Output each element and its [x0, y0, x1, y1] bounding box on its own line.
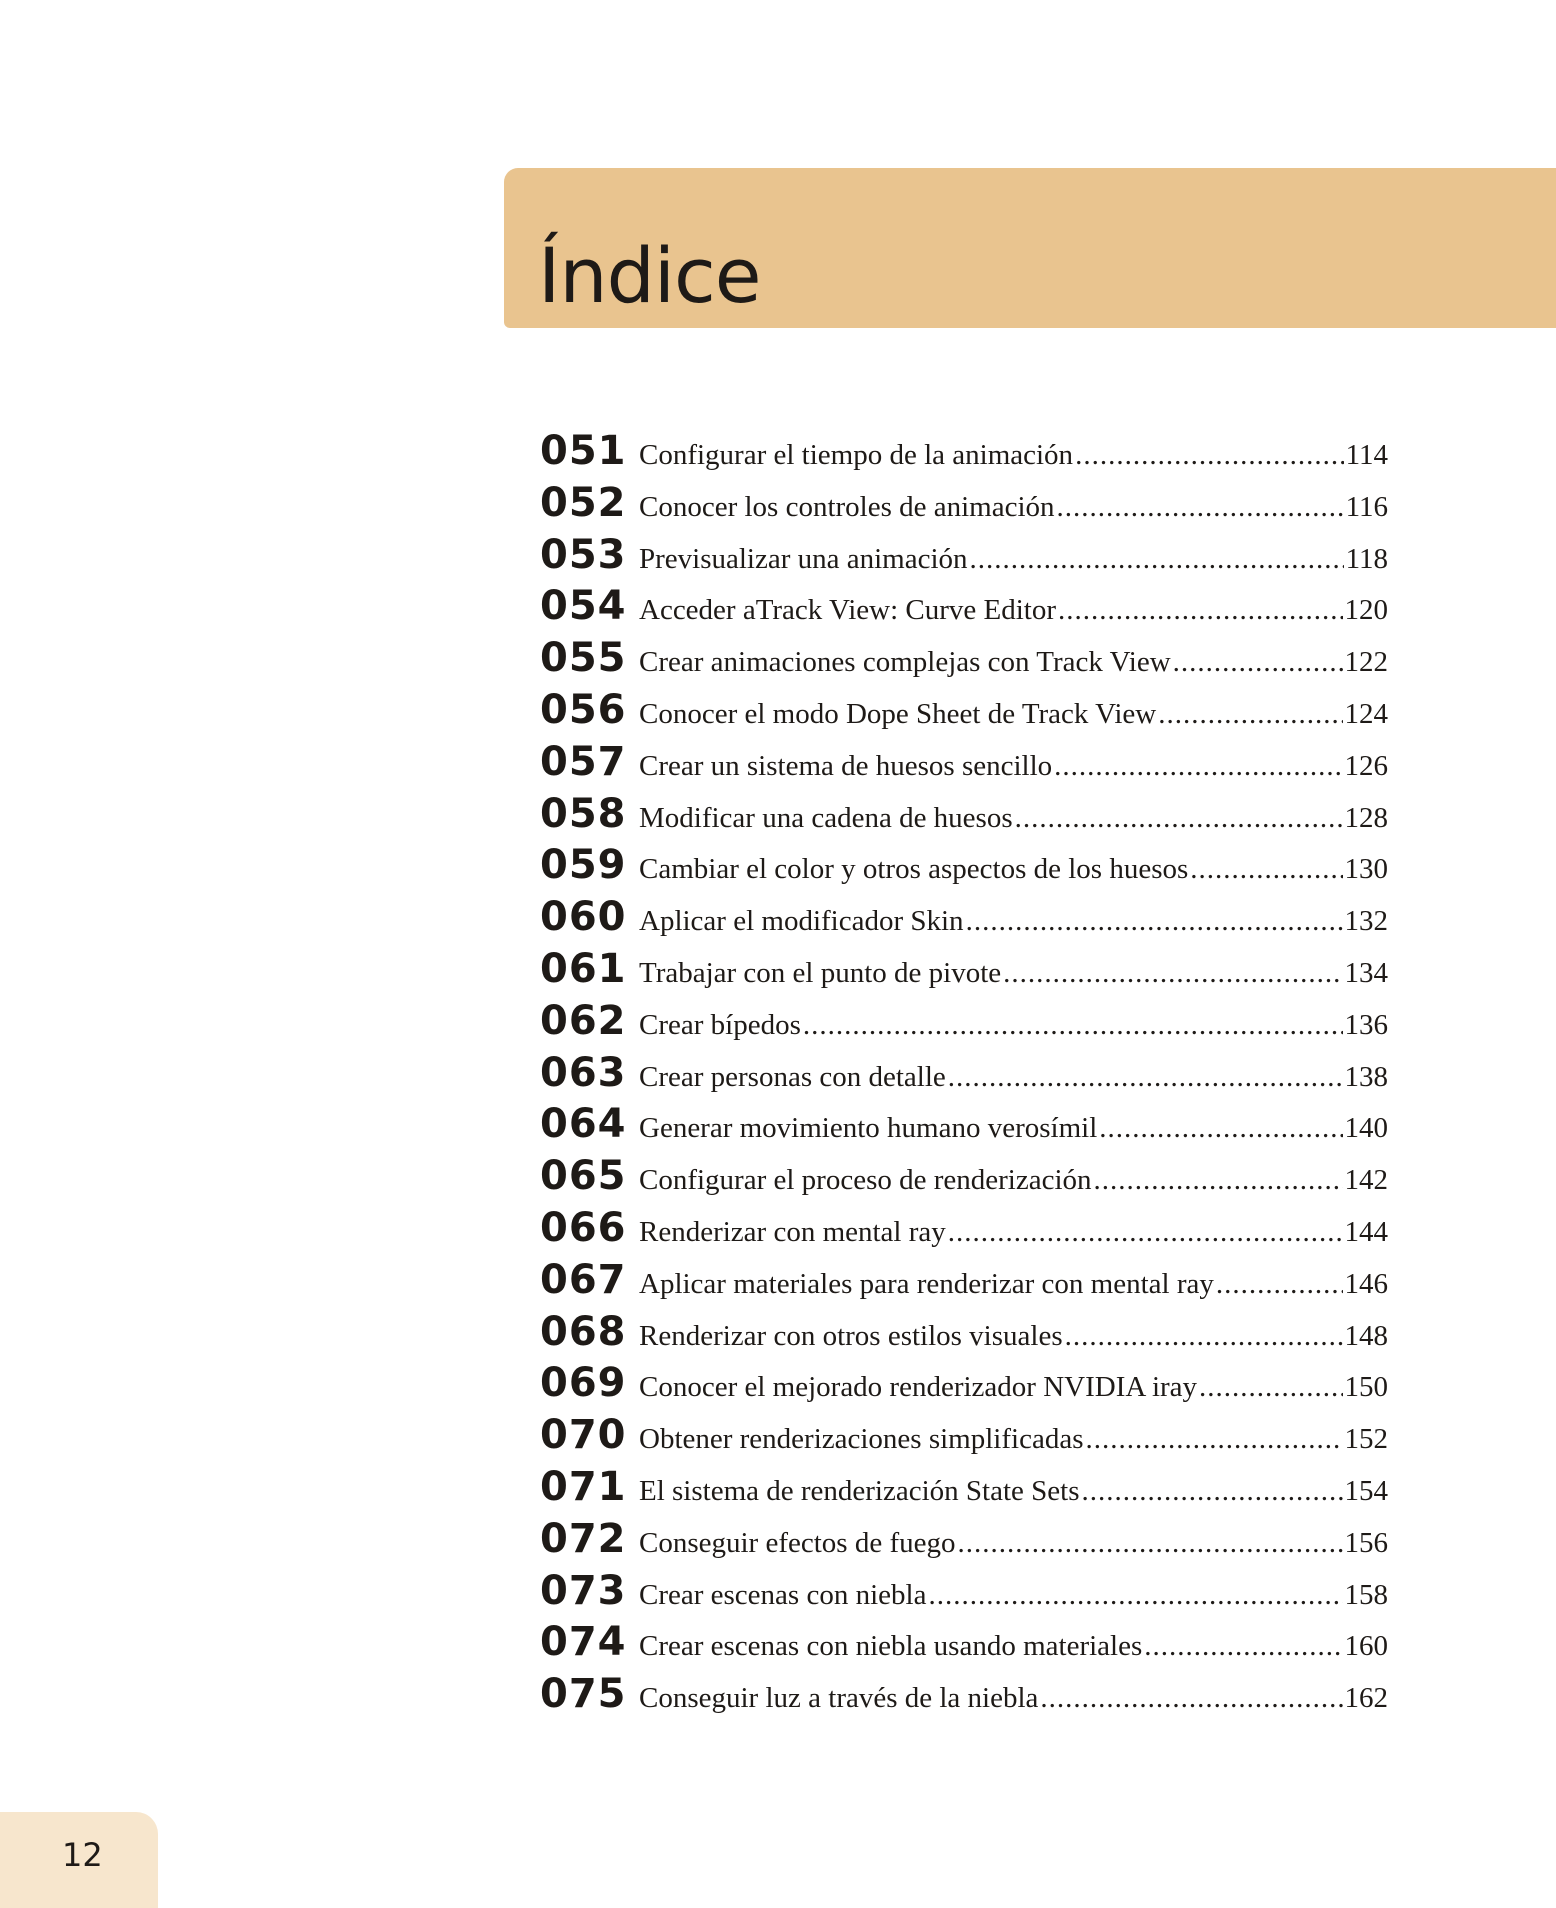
toc-entry-title: Configurar el proceso de renderización [639, 1164, 1092, 1197]
toc-entry-title: Aplicar el modificador Skin [639, 905, 964, 938]
toc-entry [540, 635, 1388, 687]
toc-entry-page: 148 [1344, 1319, 1388, 1352]
toc-entry-page: 156 [1344, 1526, 1388, 1559]
toc-entry [540, 1412, 1388, 1464]
toc-entry-number: 054 [540, 583, 627, 630]
toc-entry-number: 069 [540, 1360, 627, 1407]
page-number-tab [0, 1812, 158, 1908]
toc-entry [540, 480, 1388, 532]
toc-entry-number: 064 [540, 1101, 627, 1148]
toc-entry-number: 075 [540, 1671, 627, 1718]
toc-entry-title: Crear personas con detalle [639, 1060, 946, 1093]
toc-dot-leader [1216, 1268, 1343, 1301]
index-header-band [504, 168, 1556, 328]
toc-entry [540, 1516, 1388, 1568]
toc-entry-page: 120 [1344, 594, 1388, 627]
toc-entry-title: Renderizar con otros estilos visuales [639, 1319, 1063, 1352]
toc-dot-leader [970, 543, 1344, 576]
toc-entry-number: 058 [540, 790, 627, 837]
toc-entry-title: Conocer el modo Dope Sheet de Track View [639, 697, 1157, 730]
toc-entry-title: Conseguir efectos de fuego [639, 1526, 956, 1559]
toc-entry-page: 114 [1345, 439, 1388, 471]
toc-entry-page: 130 [1344, 853, 1388, 886]
toc-entry-number: 074 [540, 1619, 627, 1666]
toc-entry-title: Conocer el mejorado renderizador NVIDIA iray [639, 1371, 1198, 1404]
toc-dot-leader [948, 1061, 1343, 1094]
toc-entry [540, 1205, 1388, 1257]
toc-entry-page: 124 [1344, 697, 1388, 730]
toc-entry-title: Crear un sistema de huesos sencillo [639, 749, 1053, 782]
toc-dot-leader [948, 1216, 1343, 1249]
toc-entry-number: 070 [540, 1412, 627, 1459]
toc-entry-page: 158 [1344, 1578, 1388, 1611]
toc-dot-leader [1040, 1682, 1342, 1715]
toc-entry [540, 739, 1388, 791]
toc-entry-page: 162 [1344, 1682, 1388, 1715]
toc-entry-page: 126 [1344, 749, 1388, 782]
toc-entry-number: 071 [540, 1463, 627, 1510]
toc-entry-number: 051 [540, 428, 627, 474]
toc-dot-leader [1190, 853, 1342, 886]
toc-dot-leader [1099, 1112, 1342, 1145]
toc-entry-page: 150 [1344, 1371, 1388, 1404]
toc-entry-number: 055 [540, 635, 627, 682]
toc-dot-leader [928, 1579, 1342, 1612]
toc-dot-leader [1085, 1423, 1342, 1456]
toc-entry [540, 894, 1388, 946]
toc-dot-leader [1158, 698, 1342, 731]
toc-entry-number: 062 [540, 997, 627, 1044]
toc-dot-leader [803, 1009, 1343, 1042]
toc-entry-page: 122 [1344, 646, 1388, 679]
toc-entry [540, 1101, 1388, 1153]
toc-entry-number: 072 [540, 1515, 627, 1562]
toc-entry-title: Crear escenas con niebla [639, 1578, 927, 1611]
toc-entry-title: Generar movimiento humano verosímil [639, 1112, 1098, 1145]
toc-entry-number: 073 [540, 1567, 627, 1614]
toc-entry [540, 1464, 1388, 1516]
toc-entry-title: Conocer los controles de animación [639, 490, 1055, 523]
toc-entry [540, 998, 1388, 1050]
toc-entry [540, 1257, 1388, 1309]
toc-dot-leader [1144, 1630, 1342, 1663]
toc-entry-page: 154 [1344, 1474, 1388, 1507]
toc-entry [540, 1671, 1388, 1723]
toc-entry [540, 1050, 1388, 1102]
toc-entry [540, 428, 1388, 480]
toc-entry-number: 060 [540, 894, 627, 941]
toc-dot-leader [1015, 802, 1343, 835]
toc-entry-title: Acceder aTrack View: Curve Editor [639, 594, 1057, 627]
toc-dot-leader [1199, 1371, 1342, 1404]
toc-entry-page: 128 [1344, 801, 1388, 834]
toc-entry-title: Cambiar el color y otros aspectos de los huesos [639, 853, 1189, 886]
toc-entry-number: 059 [540, 842, 627, 889]
toc-dot-leader [1054, 750, 1342, 783]
toc-entry-number: 065 [540, 1153, 627, 1200]
toc-entry [540, 791, 1388, 843]
toc-dot-leader [1058, 594, 1342, 627]
table-of-contents [540, 428, 1388, 1723]
toc-entry-title: Trabajar con el punto de pivote [639, 956, 1002, 989]
toc-entry-number: 068 [540, 1308, 627, 1355]
toc-entry [540, 583, 1388, 635]
toc-entry-title: Crear bípedos [639, 1008, 801, 1041]
toc-entry [540, 946, 1388, 998]
toc-entry-page: 146 [1344, 1267, 1388, 1300]
toc-dot-leader [957, 1527, 1342, 1560]
toc-entry-title: Conseguir luz a través de la niebla [639, 1682, 1039, 1715]
toc-entry [540, 532, 1388, 584]
page-title: Índice [538, 231, 761, 320]
toc-entry-page: 152 [1344, 1423, 1388, 1456]
page-number: 12 [62, 1836, 103, 1874]
toc-entry [540, 1360, 1388, 1412]
toc-entry-title: El sistema de renderización State Sets [639, 1474, 1080, 1507]
toc-entry [540, 1309, 1388, 1361]
toc-entry-number: 063 [540, 1049, 627, 1096]
toc-entry-number: 066 [540, 1204, 627, 1251]
toc-entry-title: Previsualizar una animación [639, 542, 968, 575]
toc-dot-leader [1003, 957, 1342, 990]
toc-entry-page: 140 [1344, 1112, 1388, 1145]
toc-entry-page: 118 [1345, 542, 1388, 575]
toc-entry-page: 138 [1344, 1060, 1388, 1093]
toc-entry-title: Crear escenas con niebla usando materiales [639, 1630, 1143, 1663]
toc-entry-title: Configurar el tiempo de la animación [639, 439, 1074, 471]
toc-entry-number: 067 [540, 1256, 627, 1303]
toc-entry-number: 056 [540, 686, 627, 733]
toc-entry [540, 1568, 1388, 1620]
toc-entry-title: Crear animaciones complejas con Track View [639, 646, 1171, 679]
toc-entry-number: 053 [540, 531, 627, 578]
toc-dot-leader [1057, 491, 1344, 524]
toc-entry [540, 1619, 1388, 1671]
toc-entry-title: Renderizar con mental ray [639, 1215, 946, 1248]
toc-entry-page: 142 [1344, 1164, 1388, 1197]
toc-dot-leader [1082, 1475, 1343, 1508]
toc-entry-title: Aplicar materiales para renderizar con mental ray [639, 1267, 1214, 1300]
toc-entry-page: 132 [1344, 905, 1388, 938]
toc-entry [540, 687, 1388, 739]
toc-entry-title: Obtener renderizaciones simplificadas [639, 1423, 1084, 1456]
toc-entry [540, 842, 1388, 894]
toc-entry-number: 052 [540, 479, 627, 526]
toc-entry [540, 1153, 1388, 1205]
toc-entry-page: 144 [1344, 1215, 1388, 1248]
toc-entry-number: 057 [540, 738, 627, 785]
toc-dot-leader [1065, 1320, 1343, 1353]
toc-entry-page: 116 [1345, 490, 1388, 523]
toc-dot-leader [1173, 646, 1343, 679]
toc-entry-number: 061 [540, 945, 627, 992]
toc-dot-leader [1094, 1164, 1343, 1197]
toc-entry-page: 136 [1344, 1008, 1388, 1041]
toc-dot-leader [966, 905, 1343, 938]
toc-entry-page: 160 [1344, 1630, 1388, 1663]
toc-entry-page: 134 [1344, 956, 1388, 989]
toc-dot-leader [1075, 439, 1344, 472]
toc-entry-title: Modificar una cadena de huesos [639, 801, 1013, 834]
